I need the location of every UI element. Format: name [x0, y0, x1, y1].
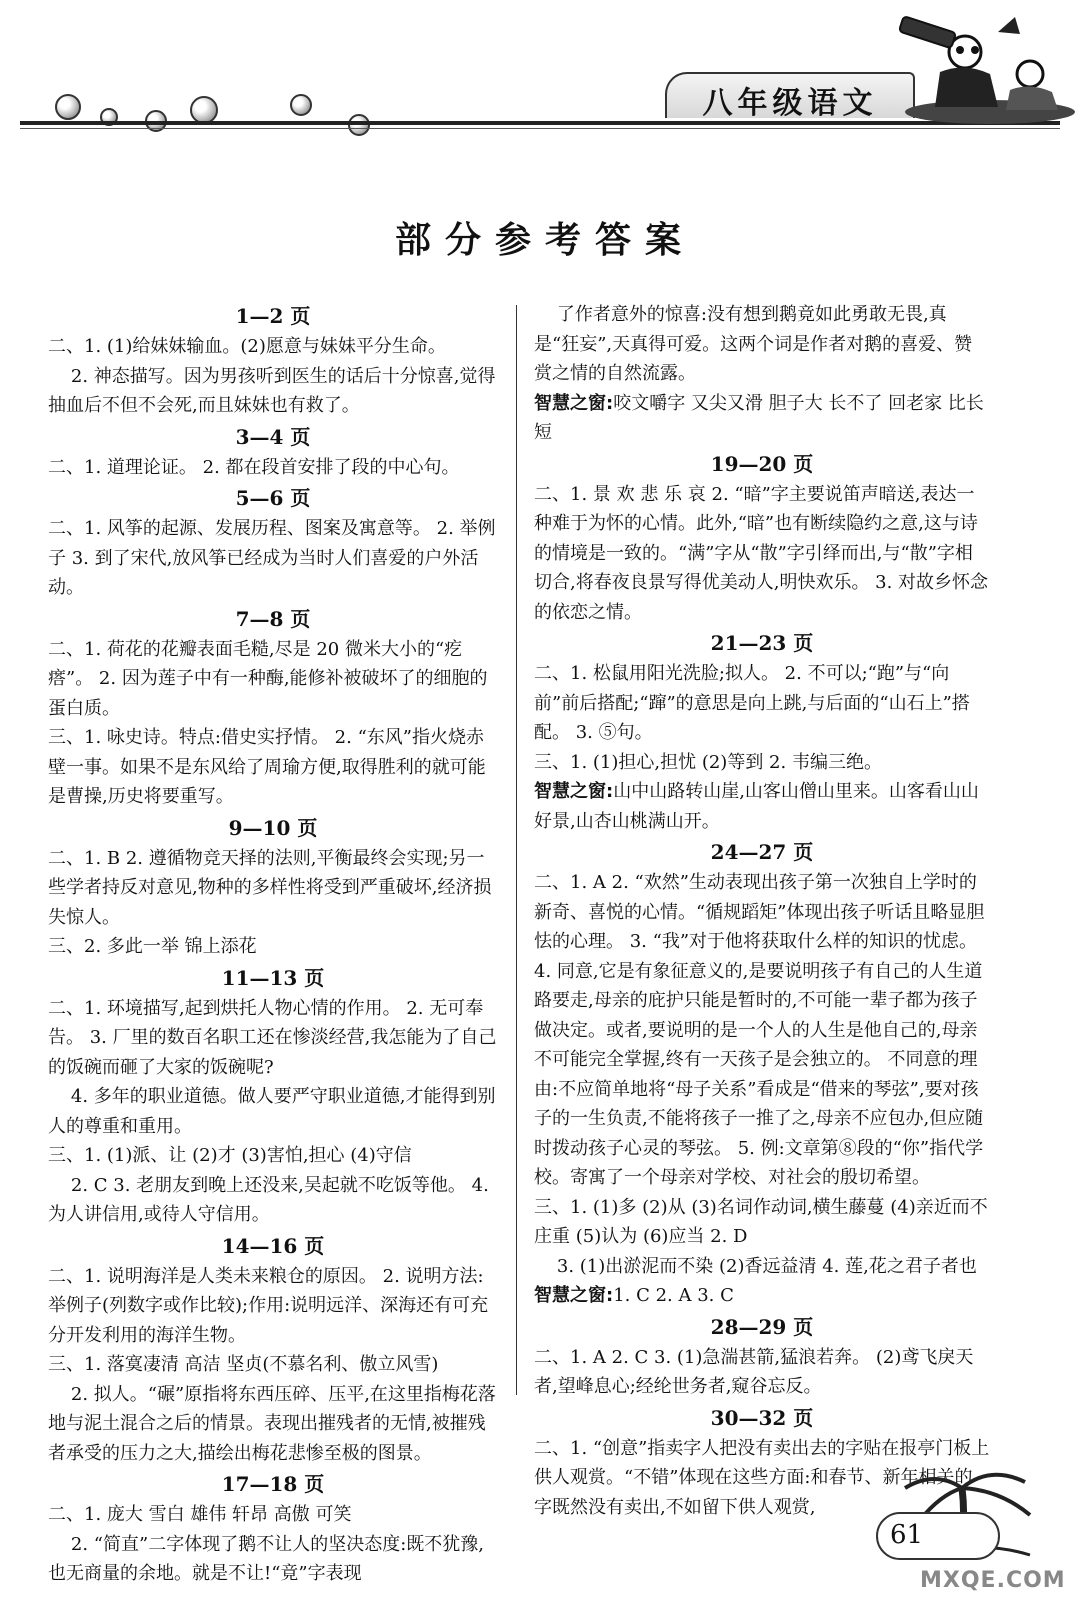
- answer-paragraph: [534, 868, 990, 1193]
- section-heading: 17—18 页: [221, 1472, 325, 1496]
- answer-text: 三、2. 多此一举 锦上添花: [48, 936, 257, 957]
- answer-text: 三、1. (1)派、让 (2)才 (3)害怕,担心 (4)守信 2. C 3. 老朋友到晚上还没来,吴起就不吃饭等他。 4. 为人讲信用,或待人守信用。: [48, 1145, 489, 1225]
- section-heading: 7—8 页: [235, 606, 311, 631]
- page-footer: [840, 1460, 1090, 1600]
- answer-text: 咬文嚼字 又尖又滑 胆子大 长不了 回老家 比长短: [534, 392, 984, 443]
- answer-text: 二、1. (1)给妹妹输血。(2)愿意与妹妹平分生命。 2. 神态描写。因为男孩听到医生的话后十分惊喜,觉得抽血后不但不会死,而且妹妹也有救了。: [48, 336, 496, 416]
- section-heading: 11—13 页: [221, 965, 325, 990]
- answer-paragraph: [534, 659, 990, 748]
- section-heading: 3—4 页: [235, 424, 311, 449]
- section-heading: 30—32 页: [710, 1405, 814, 1430]
- answer-text: 二、1. 庞大 雪白 雄伟 轩昂 高傲 可笑 2. “简直”二字体现了鹅不让人的坚决态度:既不犹豫,也无商量的余地。就是不让!“竟”字表现: [48, 1504, 484, 1584]
- answer-paragraph: [48, 994, 498, 1142]
- page-title: 部分参考答案: [394, 219, 695, 261]
- section-heading: 21—23 页: [710, 631, 814, 655]
- answer-paragraph: [534, 1193, 990, 1282]
- answer-text: 山中山路转山崖,山客山僧山里来。山客看山山好景,山杏山桃满山开。: [534, 781, 979, 832]
- answer-paragraph: [48, 635, 498, 724]
- answer-paragraph: [534, 1343, 990, 1402]
- answer-text: 二、1. 荷花的花瓣表面毛糙,尽是 20 微米大小的“疙瘩”。 2. 因为莲子中有一种酶,能修补被破坏了的细胞的蛋白质。: [48, 638, 488, 719]
- page-header: [0, 0, 1090, 150]
- left-column: [48, 300, 498, 1584]
- answer-text: 三、1. 落寞凄清 高洁 坚贞(不慕名利、傲立风雪) 2. 拟人。“碾”原指将东西压碎、压平,在这里指梅花落地与泥土混合之后的情景。表现出摧残者的无情,被摧残者承受的压力之大,描绘出梅花悲惨至极的图景。: [48, 1354, 496, 1464]
- children-telescope-illustration-icon: [880, 12, 1080, 127]
- page-number: 61: [890, 1520, 924, 1550]
- decorative-bead: [290, 94, 312, 116]
- answer-paragraph: [48, 1262, 498, 1351]
- answer-label: 智慧之窗:: [534, 1285, 614, 1306]
- answer-text: 二、1. 环境描写,起到烘托人物心情的作用。 2. 无可奉告。 3. 厂里的数百名职工还在惨淡经营,我怎能为了自己的饭碗而砸了大家的饭碗呢? 4. 多年的职业道德。做人要严守职业道德,才能得到别人的尊重和重用。: [48, 997, 497, 1137]
- answer-text: 三、1. (1)担心,担忧 (2)等到 2. 韦编三绝。: [534, 751, 882, 773]
- answer-paragraph: [534, 480, 990, 628]
- answer-text: 三、1. 咏史诗。特点:借史实抒情。 2. “东风”指火烧赤壁一事。如果不是东风给了周瑜方便,取得胜利的就可能是曹操,历史将要重写。: [48, 727, 486, 807]
- answer-paragraph: [534, 300, 990, 389]
- answer-paragraph: [48, 1141, 498, 1230]
- answer-label: 智慧之窗:: [534, 781, 614, 802]
- section-heading: 9—10 页: [228, 815, 318, 840]
- answer-paragraph: [48, 514, 498, 603]
- answer-paragraph: [48, 723, 498, 812]
- answer-text: 二、1. “创意”指卖字人把没有卖出去的字贴在报亭门板上供人观赏。“不错”体现在这些方面:和春节、新年相关的字既然没有卖出,不如留下供人观赏,: [534, 1437, 990, 1518]
- answer-text: 三、1. (1)多 (2)从 (3)名词作动词,横生藤蔓 (4)亲近而不庄重 (5)认为 (6)应当 2. D 3. (1)出淤泥而不染 (2)香远益清 4. 莲,花之君子者也: [534, 1196, 988, 1277]
- answer-text: 二、1. A 2. “欢然”生动表现出孩子第一次独自上学时的新奇、喜悦的心情。“循规蹈矩”体现出孩子听话且略显胆怯的心理。 3. “我”对于他将获取什么样的知识的忧虑。 4. 同意,它是有象征意义的,是要说明孩子有自己的人生道路要走,母亲的庇护只能是暂时的,不可能一辈子都为孩子做决定。或者,要说明的是一个人的人生是他自己的,母亲不可能完全掌握,终有一天孩子是会独立的。 不同意的理由:不应简单地将“母子关系”看成是“借来的琴弦”,要对孩子的一生负责,不能将孩子一推了之,母亲不应包办,但应随时拨动孩子心灵的琴弦。 5. 例:文章第⑧段的“你”指代学校。寄寓了一个母亲对学校、对社会的殷切希望。: [534, 872, 985, 1188]
- answer-paragraph: [534, 1281, 990, 1311]
- answer-paragraph: [48, 932, 498, 962]
- column-divider: [516, 305, 517, 1395]
- answer-text: 1. C 2. A 3. C: [613, 1285, 734, 1306]
- answer-paragraph: [48, 1350, 498, 1468]
- decorative-bead: [190, 96, 218, 124]
- answer-text: 二、1. 松鼠用阳光洗脸;拟人。 2. 不可以;“跑”与“向前”前后搭配;“蹿”的意思是向上跳,与后面的“山石上”搭配。 3. ⑤句。: [534, 663, 970, 743]
- section-heading: 14—16 页: [221, 1233, 325, 1258]
- answer-text: 二、1. 风筝的起源、发展历程、图案及寓意等。 2. 举例子 3. 到了宋代,放风筝已经成为当时人们喜爱的户外活动。: [48, 518, 496, 598]
- answer-paragraph: [48, 453, 498, 483]
- answer-paragraph: [48, 844, 498, 933]
- answer-paragraph: [534, 389, 990, 448]
- answer-paragraph: [534, 777, 990, 836]
- right-column: [534, 300, 990, 1520]
- section-heading: 24—27 页: [710, 840, 814, 864]
- page-number-oval: [876, 1512, 1000, 1560]
- section-heading: 1—2 页: [235, 304, 311, 328]
- answer-text: 二、1. B 2. 遵循物竞天择的法则,平衡最终会实现;另一些学者持反对意见,物种的多样性将受到严重破坏,经济损失惊人。: [48, 847, 492, 928]
- decorative-bead: [348, 114, 370, 136]
- answer-paragraph: [48, 332, 498, 421]
- section-heading: 19—20 页: [710, 451, 814, 476]
- answer-label: 智慧之窗:: [534, 392, 614, 414]
- answer-text: 了作者意外的惊喜:没有想到鹅竟如此勇敢无畏,真是“狂妄”,天真得可爱。这两个词是作者对鹅的喜爱、赞赏之情的自然流露。: [534, 304, 973, 384]
- header-rule-thin: [20, 128, 1060, 129]
- book-label: 八年级语文: [702, 86, 878, 121]
- section-heading: 5—6 页: [235, 486, 311, 510]
- book-label-tab: [665, 72, 915, 121]
- answer-text: 二、1. A 2. C 3. (1)急湍甚箭,猛浪若奔。 (2)鸢飞戾天者,望峰息心;经纶世务者,窥谷忘反。: [534, 1346, 974, 1397]
- answer-text: 二、1. 道理论证。 2. 都在段首安排了段的中心句。: [48, 456, 460, 478]
- answer-paragraph: [48, 1500, 498, 1589]
- watermark: MXQE.COM: [920, 1568, 1066, 1593]
- answer-text: 二、1. 说明海洋是人类未来粮仓的原因。 2. 说明方法:举例子(列数字或作比较);作用:说明远洋、深海还有可充分开发利用的海洋生物。: [48, 1265, 489, 1346]
- answer-paragraph: [534, 748, 990, 778]
- decorative-bead: [55, 94, 81, 120]
- answer-text: 二、1. 景 欢 悲 乐 哀 2. “暗”字主要说笛声暗送,表达一种难于为怀的心情。此外,“暗”也有断续隐约之意,这与诗的情境是一致的。“满”字从“散”字引绎而出,与“散”字相切合,将春夜良景写得优美动人,明快欢乐。 3. 对故乡怀念的依恋之情。: [534, 483, 989, 623]
- section-heading: 28—29 页: [710, 1314, 814, 1339]
